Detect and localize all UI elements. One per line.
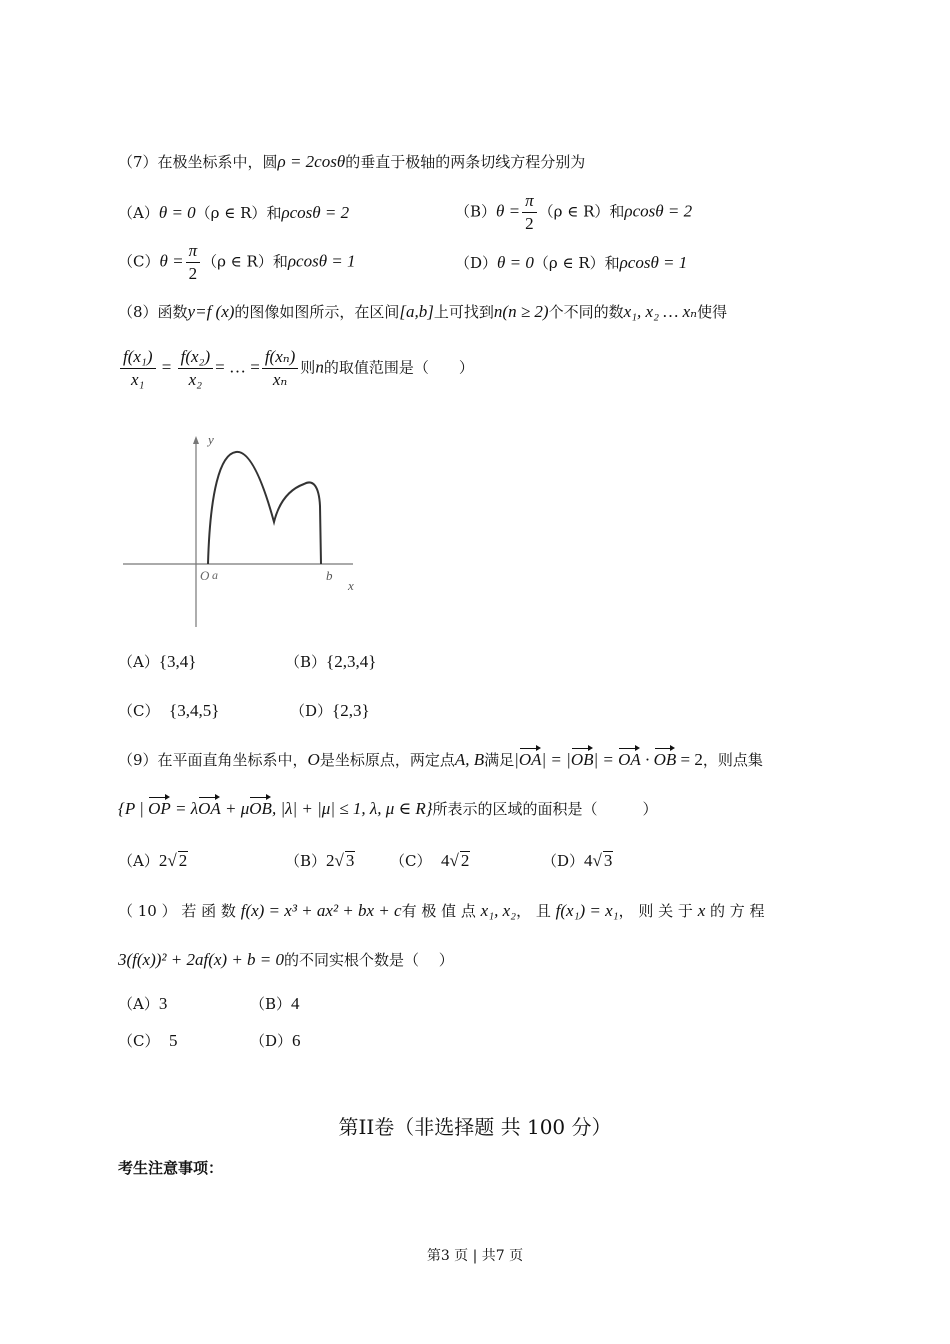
q8-option-b: （B）{2,3,4} [285, 652, 377, 671]
page-footer: 第3 页 | 共7 页 [426, 1248, 524, 1264]
q7-option-b: （B）θ = $\frac{\pi}{2}$ （ρ ∈ R）和ρcosθ = 2 [455, 191, 693, 233]
q8-stem: （8）函数y=f (x)的图像如图所示，在区间[a,b]上可找到n(n ≥ 2)个不同的数x₁, x₂ … xₙ使得 [118, 302, 728, 321]
q9-set: {P | OP = λOA + μOB, |λ| + |μ| ≤ 1, λ, μ ∈ R}所表示的区域的面积是（ ） [118, 799, 658, 818]
function-curve [208, 452, 321, 564]
q7-option-d: （D）θ = 0（ρ ∈ R）和ρcosθ = 1 [455, 253, 688, 272]
q9-option-c: （C） 4√ 2 [390, 851, 470, 870]
q10-stem: （ 10 ） 若 函 数 f(x) = x³ + ax² + bx + c有 极 值 点 x₁, x₂， 且 f(x₁) = x₁， 则 关 于 x 的 方 程 [118, 901, 765, 920]
x-label: x [348, 578, 354, 593]
q8-equation: $\frac{\text{f(x₁)}}{\text{x₁}}$ = $\frac{\text{f(x₂)}}{\text{x₂}}$ = … = $\frac{\text{f(xₙ)}}{\text{xₙ}}$ 则n的取值范围是（ ） [118, 346, 474, 391]
q10-option-d: （D）6 [250, 1031, 301, 1050]
y-axis-arrow [193, 436, 199, 444]
origin-label: O [200, 568, 210, 583]
q8-function-graph [118, 422, 368, 632]
b-label: b [326, 568, 333, 583]
q10-equation: 3(f(x))² + 2af(x) + b = 0的不同实根个数是（ ） [118, 950, 454, 969]
q8-option-d: （D）{2,3} [290, 701, 370, 720]
q10-option-b: （B）4 [250, 994, 300, 1013]
q10-option-a: （A）3 [118, 994, 168, 1013]
q9-option-a: （A）2√ 2 [118, 851, 188, 870]
q9-option-d: （D）4√ 3 [542, 851, 613, 870]
q10-option-c: （C） 5 [118, 1031, 178, 1050]
q7-stem: （7）在极坐标系中，圆ρ = 2cosθ的垂直于极轴的两条切线方程分别为 [118, 152, 586, 171]
q7-option-a: （A）θ = 0（ρ ∈ R）和ρcosθ = 2 [118, 203, 350, 222]
y-label: y [208, 432, 214, 447]
q9-stem: （9）在平面直角坐标系中，O是坐标原点，两定点A, B满足|OA| = |OB| = OA · OB = 2，则点集 [118, 750, 763, 769]
q9-option-b: （B）2√ 3 [285, 851, 355, 870]
a-label: a [212, 568, 218, 582]
notice-heading: 考生注意事项： [118, 1159, 224, 1177]
q8-option-c: （C） {3,4,5} [118, 701, 220, 720]
q8-option-a: （A）{3,4} [118, 652, 197, 671]
section-title: 第II卷（非选择题 共 100 分） [338, 1115, 612, 1139]
q7-option-c: （C）θ = $\frac{\pi}{2}$ （ρ ∈ R）和ρcosθ = 1 [118, 241, 356, 283]
